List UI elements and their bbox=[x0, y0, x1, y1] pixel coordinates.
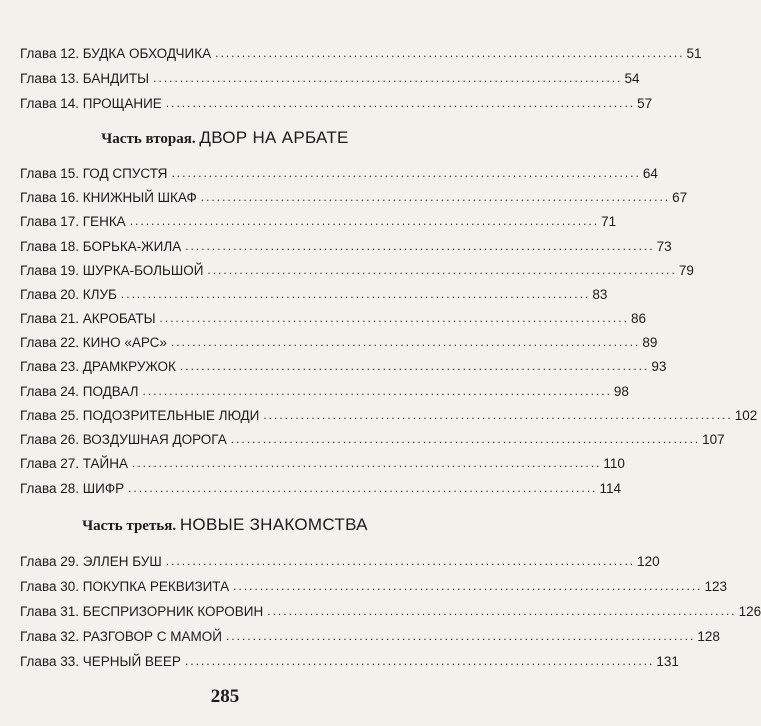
chapter-title: БАНДИТЫ bbox=[82, 71, 150, 86]
page-ref: 73 bbox=[656, 239, 672, 254]
chapter-label: Глава 15. bbox=[20, 166, 79, 181]
toc-entry bbox=[20, 650, 679, 670]
chapter-title: РАЗГОВОР С МАМОЙ bbox=[82, 629, 222, 644]
chapter-label: Глава 18. bbox=[20, 239, 79, 254]
toc-entry bbox=[20, 67, 640, 87]
chapter-label: Глава 21. bbox=[20, 311, 79, 326]
page-ref: 86 bbox=[630, 311, 646, 326]
chapter-label: Глава 24. bbox=[20, 384, 79, 399]
dot-leader: ........................................................................................ bbox=[120, 287, 591, 301]
toc-entry bbox=[20, 162, 658, 182]
toc-entry bbox=[20, 92, 653, 112]
chapter-label: Глава 30. bbox=[20, 579, 79, 594]
dot-leader: ........................................................................................ bbox=[153, 71, 623, 85]
page-ref: 107 bbox=[702, 432, 725, 447]
dot-leader: ........................................................................................ bbox=[165, 554, 636, 568]
chapter-label: Глава 23. bbox=[20, 359, 79, 374]
chapter-title: ГЕНКА bbox=[82, 214, 126, 229]
chapter-label: Глава 19. bbox=[20, 263, 79, 278]
chapter-label: Глава 16. bbox=[20, 190, 79, 205]
chapter-label: Глава 13. bbox=[20, 71, 79, 86]
part-label: Часть третья. bbox=[82, 518, 177, 534]
page-ref: 79 bbox=[678, 263, 694, 278]
chapter-title: ДРАМКРУЖОК bbox=[82, 359, 176, 374]
chapter-title: ВОЗДУШНАЯ ДОРОГА bbox=[82, 432, 227, 447]
toc-entry bbox=[20, 625, 720, 645]
toc-entry bbox=[20, 452, 625, 472]
toc-entry bbox=[20, 600, 761, 620]
page-ref: 131 bbox=[656, 654, 679, 669]
chapter-label: Глава 14. bbox=[20, 96, 79, 111]
page-ref: 89 bbox=[642, 335, 658, 350]
part-heading bbox=[0, 515, 450, 535]
chapter-title: ГОД СПУСТЯ bbox=[82, 166, 168, 181]
chapter-title: ПОДВАЛ bbox=[82, 384, 139, 399]
dot-leader: ........................................................................................ bbox=[179, 359, 650, 373]
toc-entry bbox=[20, 186, 688, 206]
dot-leader: ........................................................................................ bbox=[267, 604, 737, 618]
page-ref: 54 bbox=[624, 71, 640, 86]
chapter-title: ТАЙНА bbox=[82, 456, 129, 471]
dot-leader: ........................................................................................ bbox=[233, 579, 703, 593]
dot-leader: ........................................................................................ bbox=[170, 335, 641, 349]
dot-leader: ........................................................................................ bbox=[171, 166, 641, 180]
page-ref: 123 bbox=[704, 579, 728, 594]
page-ref: 83 bbox=[592, 287, 608, 302]
toc-entry bbox=[20, 550, 660, 570]
dot-leader: ........................................................................................ bbox=[129, 214, 600, 228]
page-number: 285 bbox=[210, 686, 240, 707]
toc-entry bbox=[20, 331, 658, 351]
chapter-label: Глава 17. bbox=[20, 214, 79, 229]
page-ref: 93 bbox=[651, 359, 667, 374]
chapter-label: Глава 26. bbox=[20, 432, 79, 447]
dot-leader: ........................................................................................ bbox=[142, 384, 612, 398]
page-ref: 98 bbox=[613, 384, 629, 399]
page-ref: 114 bbox=[599, 481, 622, 496]
chapter-label: Глава 29. bbox=[20, 554, 79, 569]
chapter-title: КИНО «АРС» bbox=[82, 335, 167, 350]
chapter-title: ШИФР bbox=[82, 481, 125, 496]
chapter-label: Глава 12. bbox=[20, 46, 79, 61]
page-ref: 64 bbox=[642, 166, 658, 181]
part-title: ДВОР НА АРБАТЕ bbox=[199, 128, 349, 147]
toc-entry bbox=[20, 42, 702, 62]
chapter-title: БОРЬКА-ЖИЛА bbox=[82, 239, 182, 254]
chapter-title: БУДКА ОБХОДЧИКА bbox=[82, 46, 212, 61]
chapter-label: Глава 20. bbox=[20, 287, 79, 302]
page-ref: 110 bbox=[603, 456, 625, 471]
toc-entry bbox=[20, 380, 629, 400]
dot-leader: ........................................................................................ bbox=[200, 190, 671, 204]
toc-entry bbox=[20, 477, 622, 497]
part-title: НОВЫЕ ЗНАКОМСТВА bbox=[179, 515, 368, 534]
chapter-title: АКРОБАТЫ bbox=[82, 311, 156, 326]
chapter-label: Глава 33. bbox=[20, 654, 79, 669]
chapter-label: Глава 27. bbox=[20, 456, 79, 471]
dot-leader: ........................................................................................ bbox=[159, 311, 629, 325]
chapter-title: КЛУБ bbox=[82, 287, 117, 302]
toc-entry bbox=[20, 259, 694, 279]
dot-leader: ........................................................................................ bbox=[185, 239, 655, 253]
dot-leader: ........................................................................................ bbox=[184, 654, 655, 668]
dot-leader: ........................................................................................ bbox=[263, 408, 733, 422]
dot-leader: ........................................................................................ bbox=[230, 432, 701, 446]
dot-leader: ........................................................................................ bbox=[225, 629, 696, 643]
dot-leader: ........................................................................................ bbox=[128, 481, 598, 495]
chapter-label: Глава 25. bbox=[20, 408, 79, 423]
page-ref: 51 bbox=[686, 46, 702, 61]
toc-entry bbox=[20, 210, 617, 230]
page-ref: 128 bbox=[697, 629, 720, 644]
dot-leader: ........................................................................................ bbox=[215, 46, 685, 60]
dot-leader: ........................................................................................ bbox=[165, 96, 636, 110]
toc-entry bbox=[20, 235, 672, 255]
page-ref: 71 bbox=[601, 214, 617, 229]
toc-entry bbox=[20, 575, 728, 595]
chapter-label: Глава 28. bbox=[20, 481, 79, 496]
dot-leader: ........................................................................................ bbox=[132, 456, 602, 470]
toc-entry bbox=[20, 283, 608, 303]
chapter-title: ПОДОЗРИТЕЛЬНЫЕ ЛЮДИ bbox=[82, 408, 260, 423]
chapter-title: БЕСПРИЗОРНИК КОРОВИН bbox=[82, 604, 264, 619]
chapter-label: Глава 31. bbox=[20, 604, 79, 619]
chapter-title: КНИЖНЫЙ ШКАФ bbox=[82, 190, 197, 205]
page-ref: 57 bbox=[637, 96, 653, 111]
chapter-label: Глава 22. bbox=[20, 335, 79, 350]
chapter-title: ЭЛЛЕН БУШ bbox=[82, 554, 162, 569]
part-heading bbox=[0, 128, 450, 148]
part-label: Часть вторая. bbox=[101, 131, 196, 147]
chapter-label: Глава 32. bbox=[20, 629, 79, 644]
page-ref: 102 bbox=[734, 408, 758, 423]
chapter-title: ПРОЩАНИЕ bbox=[82, 96, 162, 111]
page-ref: 126 bbox=[738, 604, 761, 619]
toc-entry bbox=[20, 307, 646, 327]
chapter-title: ШУРКА-БОЛЬШОЙ bbox=[82, 263, 204, 278]
toc-entry bbox=[20, 355, 667, 375]
page-ref: 120 bbox=[637, 554, 660, 569]
chapter-title: ПОКУПКА РЕКВИЗИТА bbox=[82, 579, 230, 594]
toc-entry bbox=[20, 428, 725, 448]
dot-leader: ........................................................................................ bbox=[207, 263, 677, 277]
page-ref: 67 bbox=[672, 190, 688, 205]
toc-entry bbox=[20, 404, 758, 424]
chapter-title: ЧЕРНЫЙ ВЕЕР bbox=[82, 654, 181, 669]
